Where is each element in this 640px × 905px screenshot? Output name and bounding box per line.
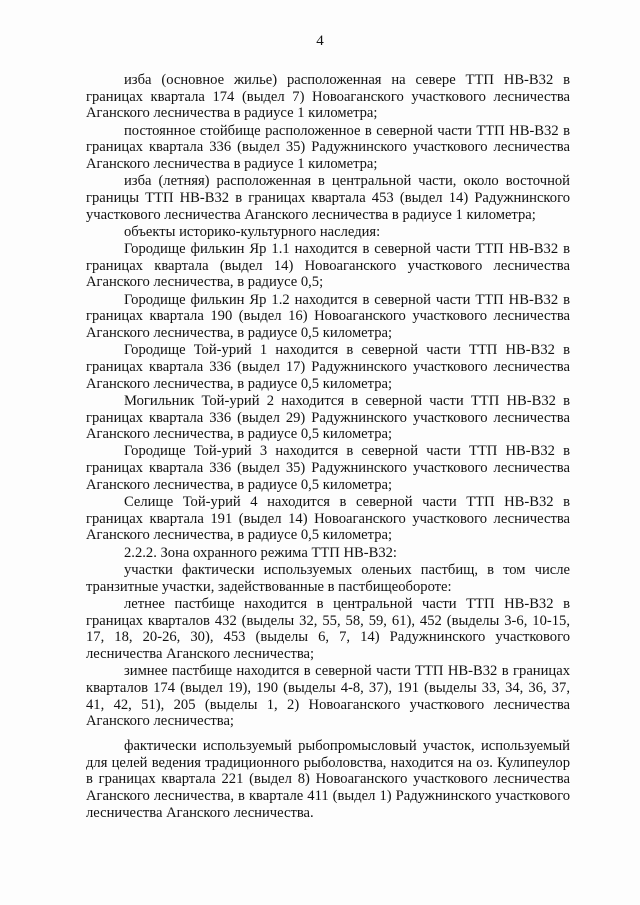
paragraph-izba-main: изба (основное жилье) расположенная на севере ТТП НВ-В32 в границах квартала 174 (выдел 7) Новоаганского участкового лесничества Аганского лесничества в радиусе 1 километра;	[86, 72, 570, 122]
paragraph-fishing-site: фактически используемый рыбопромысловый участок, используемый для целей ведения традиционного рыболовства, находится на оз. Кулипеулор в границах квартала 221 (выдел 8) Новоаганского участкового лесничества Аганского лесничества, в квартале 411 (выдел 1) Радужнинского участкового лесничества Аганского лесничества.	[86, 737, 570, 821]
paragraph-filkin-yar-1-2: Городище филькин Яр 1.2 находится в северной части ТТП НВ-В32 в границах квартала 190 (выдел 16) Новоаганского участкового лесничества Аганского лесничества, в радиусе 0,5 километра;	[86, 291, 570, 342]
paragraph-heritage-heading: объекты историко-культурного наследия:	[124, 223, 381, 240]
paragraph-toy-uriy-4: Селище Той-урий 4 находится в северной части ТТП НВ-В32 в границах квартала 191 (выдел 14) Новоаганского участкового лесничества Аганского лесничества, в радиусе 0,5 километра;	[86, 494, 570, 544]
page-number: 4	[316, 33, 324, 49]
document-body	[86, 72, 570, 821]
paragraph-summer-pasture: летнее пастбище находится в центральной части ТТП НВ-В32 в границах кварталов 432 (выделы 32, 55, 58, 59, 61), 452 (выделы 3-6, 10-15, 17, 18, 20-26, 30), 453 (выделы 6, 7, 14) Радужнинского участкового лесничества Аганского лесничества;	[86, 595, 570, 662]
paragraph-stoybishche: постоянное стойбище расположенное в северной части ТТП НВ-В32 в границах квартала 336 (выдел 35) Радужнинского участкового лесничества Аганского лесничества в радиусе 1 километра;	[86, 122, 570, 173]
paragraph-filkin-yar-1-1: Городище филькин Яр 1.1 находится в северной части ТТП НВ-В32 в границах квартала (выдел 14) Новоаганского участкового лесничества Аганского лесничества, в радиусе 0,5;	[86, 241, 570, 291]
section-heading-2-2-2: 2.2.2. Зона охранного режима ТТП НВ-В32:	[124, 544, 397, 561]
paragraph-toy-uriy-2: Могильник Той-урий 2 находится в северной части ТТП НВ-В32 в границах квартала 336 (выдел 29) Радужнинского участкового лесничества Аганского лесничества, в радиусе 0,5 километра;	[86, 392, 570, 443]
paragraph-toy-uriy-3: Городище Той-урий 3 находится в северной части ТТП НВ-В32 в границах квартала 336 (выдел 35) Радужнинского участкового лесничества Аганского лесничества, в радиусе 0,5 километра;	[86, 443, 570, 493]
paragraph-toy-uriy-1: Городище Той-урий 1 находится в северной части ТТП НВ-В32 в границах квартала 336 (выдел 17) Радужнинского участкового лесничества Аганского лесничества, в радиусе 0,5 километра;	[86, 342, 570, 392]
paragraph-winter-pasture: зимнее пастбище находится в северной части ТТП НВ-В32 в границах кварталов 174 (выдел 19), 190 (выделы 4-8, 37), 191 (выделы 33, 34, 36, 37, 41, 42, 51), 205 (выделы 1, 2) Новоаганского участкового лесничества Аганского лесничества;	[86, 663, 570, 730]
paragraph-izba-summer: изба (летняя) расположенная в центральной части, около восточной границы ТТП НВ-В32 в границах квартала 453 (выдел 14) Радужнинского участкового лесничества Аганского лесничества в радиусе 1 километра;	[86, 173, 570, 223]
paragraph-reindeer-pastures: участки фактически используемых оленьих пастбищ, в том числе транзитные участки, задействованные в пастбищеобороте:	[86, 561, 570, 595]
